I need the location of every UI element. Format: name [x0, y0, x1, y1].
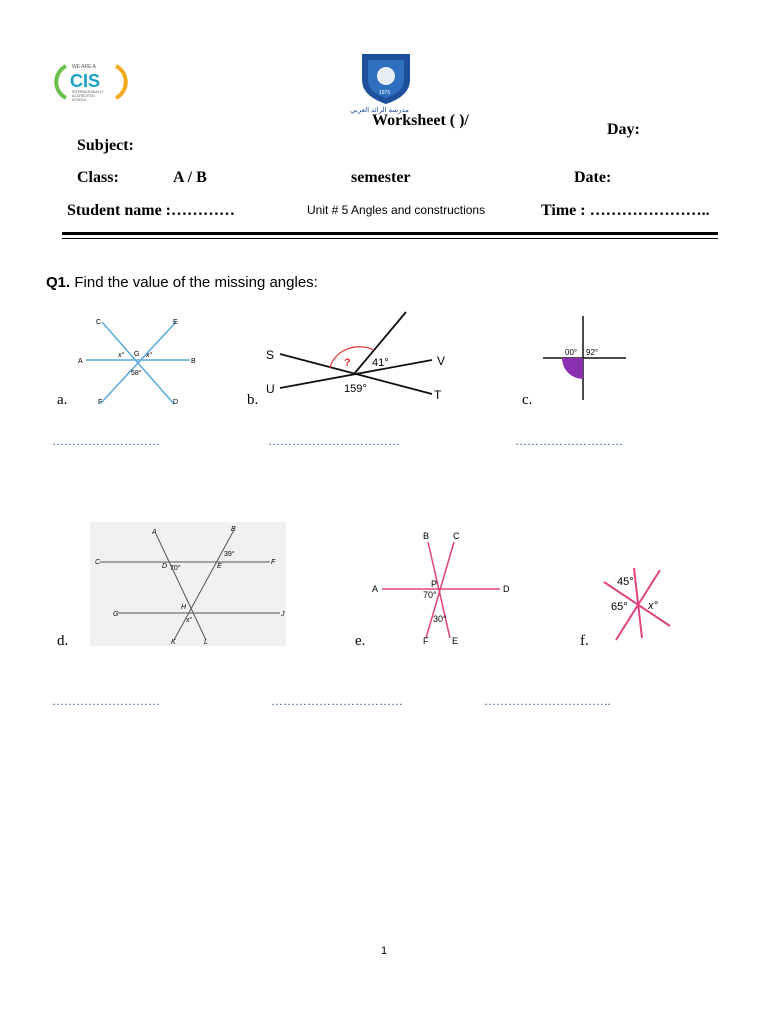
figure-f — [598, 566, 678, 646]
unit-text: Unit # 5 Angles and constructions — [307, 203, 486, 217]
svg-text:30°: 30° — [433, 614, 447, 624]
svg-text:A: A — [78, 358, 83, 365]
figure-e — [368, 526, 518, 650]
answer-line-d[interactable]: ……………………… — [52, 694, 160, 708]
answer-line-f[interactable]: ………………………….. — [484, 694, 611, 708]
svg-text:E: E — [173, 319, 178, 326]
svg-text:K: K — [171, 639, 176, 646]
question-number: Q1. — [46, 274, 71, 291]
svg-text:B: B — [423, 531, 430, 541]
svg-text:SCHOOL: SCHOOL — [72, 98, 87, 102]
date-label: Date: — [574, 169, 612, 186]
cis-top-text: WE ARE A — [72, 64, 96, 70]
svg-text:F: F — [423, 636, 429, 646]
svg-text:D: D — [503, 584, 510, 594]
svg-text:F: F — [98, 399, 103, 406]
student-name-label: Student name :………… — [67, 202, 236, 219]
question-text: Find the value of the missing angles: — [70, 274, 318, 291]
svg-text:159°: 159° — [344, 383, 367, 395]
figure-e-label: e. — [355, 633, 366, 649]
class-value: A / B — [173, 169, 207, 186]
figure-f-label: f. — [580, 633, 589, 649]
svg-text:58°: 58° — [131, 370, 142, 377]
class-label: Class: — [77, 169, 119, 186]
svg-text:B: B — [231, 526, 236, 533]
answer-line-b[interactable]: …………………………… — [268, 434, 400, 448]
figure-c — [540, 312, 630, 402]
svg-text:B: B — [191, 358, 196, 365]
figure-a — [52, 312, 212, 412]
subject-label: Subject: — [77, 137, 134, 154]
svg-text:70°: 70° — [423, 590, 437, 600]
day-label: Day: — [607, 121, 640, 138]
header-rule-thin — [62, 238, 718, 239]
svg-text:92°: 92° — [586, 348, 599, 357]
svg-text:C: C — [96, 319, 102, 326]
svg-text:D: D — [162, 563, 168, 570]
figure-b — [262, 306, 462, 406]
svg-text:E: E — [217, 563, 222, 570]
svg-text:F: F — [271, 559, 276, 566]
svg-text:x°: x° — [146, 352, 153, 359]
svg-text:H: H — [181, 604, 187, 611]
svg-text:70°: 70° — [170, 565, 181, 572]
svg-text:?: ? — [344, 357, 351, 369]
svg-text:E: E — [452, 636, 459, 646]
svg-text:G: G — [134, 351, 140, 358]
figure-a-label: a. — [57, 392, 68, 408]
svg-text:39°: 39° — [224, 551, 235, 558]
header-rule-thick — [62, 232, 718, 235]
svg-text:INTERNATIONALLY: INTERNATIONALLY — [72, 90, 104, 94]
svg-text:D: D — [173, 399, 179, 406]
svg-text:P: P — [431, 579, 438, 589]
svg-text:x°: x° — [186, 617, 193, 624]
answer-line-c[interactable]: ……………………… — [515, 434, 623, 448]
semester-label: semester — [351, 169, 411, 186]
figure-d-label: d. — [57, 633, 69, 649]
time-label: Time : ………………….. — [541, 202, 710, 219]
figure-c-label: c. — [522, 392, 533, 408]
svg-text:00°: 00° — [565, 348, 578, 357]
svg-text:T: T — [434, 388, 442, 402]
svg-text:45°: 45° — [617, 576, 634, 588]
cis-logo — [52, 60, 130, 104]
answer-line-e[interactable]: …………………………… — [271, 694, 403, 708]
svg-text:G: G — [113, 611, 119, 618]
figure-b-label: b. — [247, 392, 259, 408]
svg-text:65°: 65° — [611, 601, 628, 613]
svg-text:C: C — [453, 531, 460, 541]
svg-text:C: C — [95, 559, 101, 566]
figure-d — [90, 522, 286, 646]
svg-text:J: J — [281, 611, 285, 618]
svg-text:ACCREDITED: ACCREDITED — [72, 94, 95, 98]
crest-year: 1975 — [379, 90, 391, 96]
worksheet-title: Worksheet ( )/ — [372, 112, 469, 129]
svg-text:A: A — [372, 584, 379, 594]
question-1 — [46, 274, 318, 291]
svg-text:L: L — [204, 639, 208, 646]
cis-main-text: CIS — [70, 71, 101, 91]
school-crest-logo — [348, 50, 428, 120]
svg-text:41°: 41° — [372, 357, 389, 369]
svg-text:x°: x° — [118, 352, 125, 359]
svg-text:U: U — [266, 382, 275, 396]
svg-text:V: V — [437, 354, 446, 368]
svg-text:S: S — [266, 348, 275, 362]
crest-name: مدرسة الرائد العربي — [350, 107, 409, 114]
svg-text:A: A — [152, 529, 157, 536]
answer-line-a[interactable]: ……………………… — [52, 434, 160, 448]
svg-text:x°: x° — [648, 600, 658, 612]
page-number: 1 — [381, 945, 388, 957]
